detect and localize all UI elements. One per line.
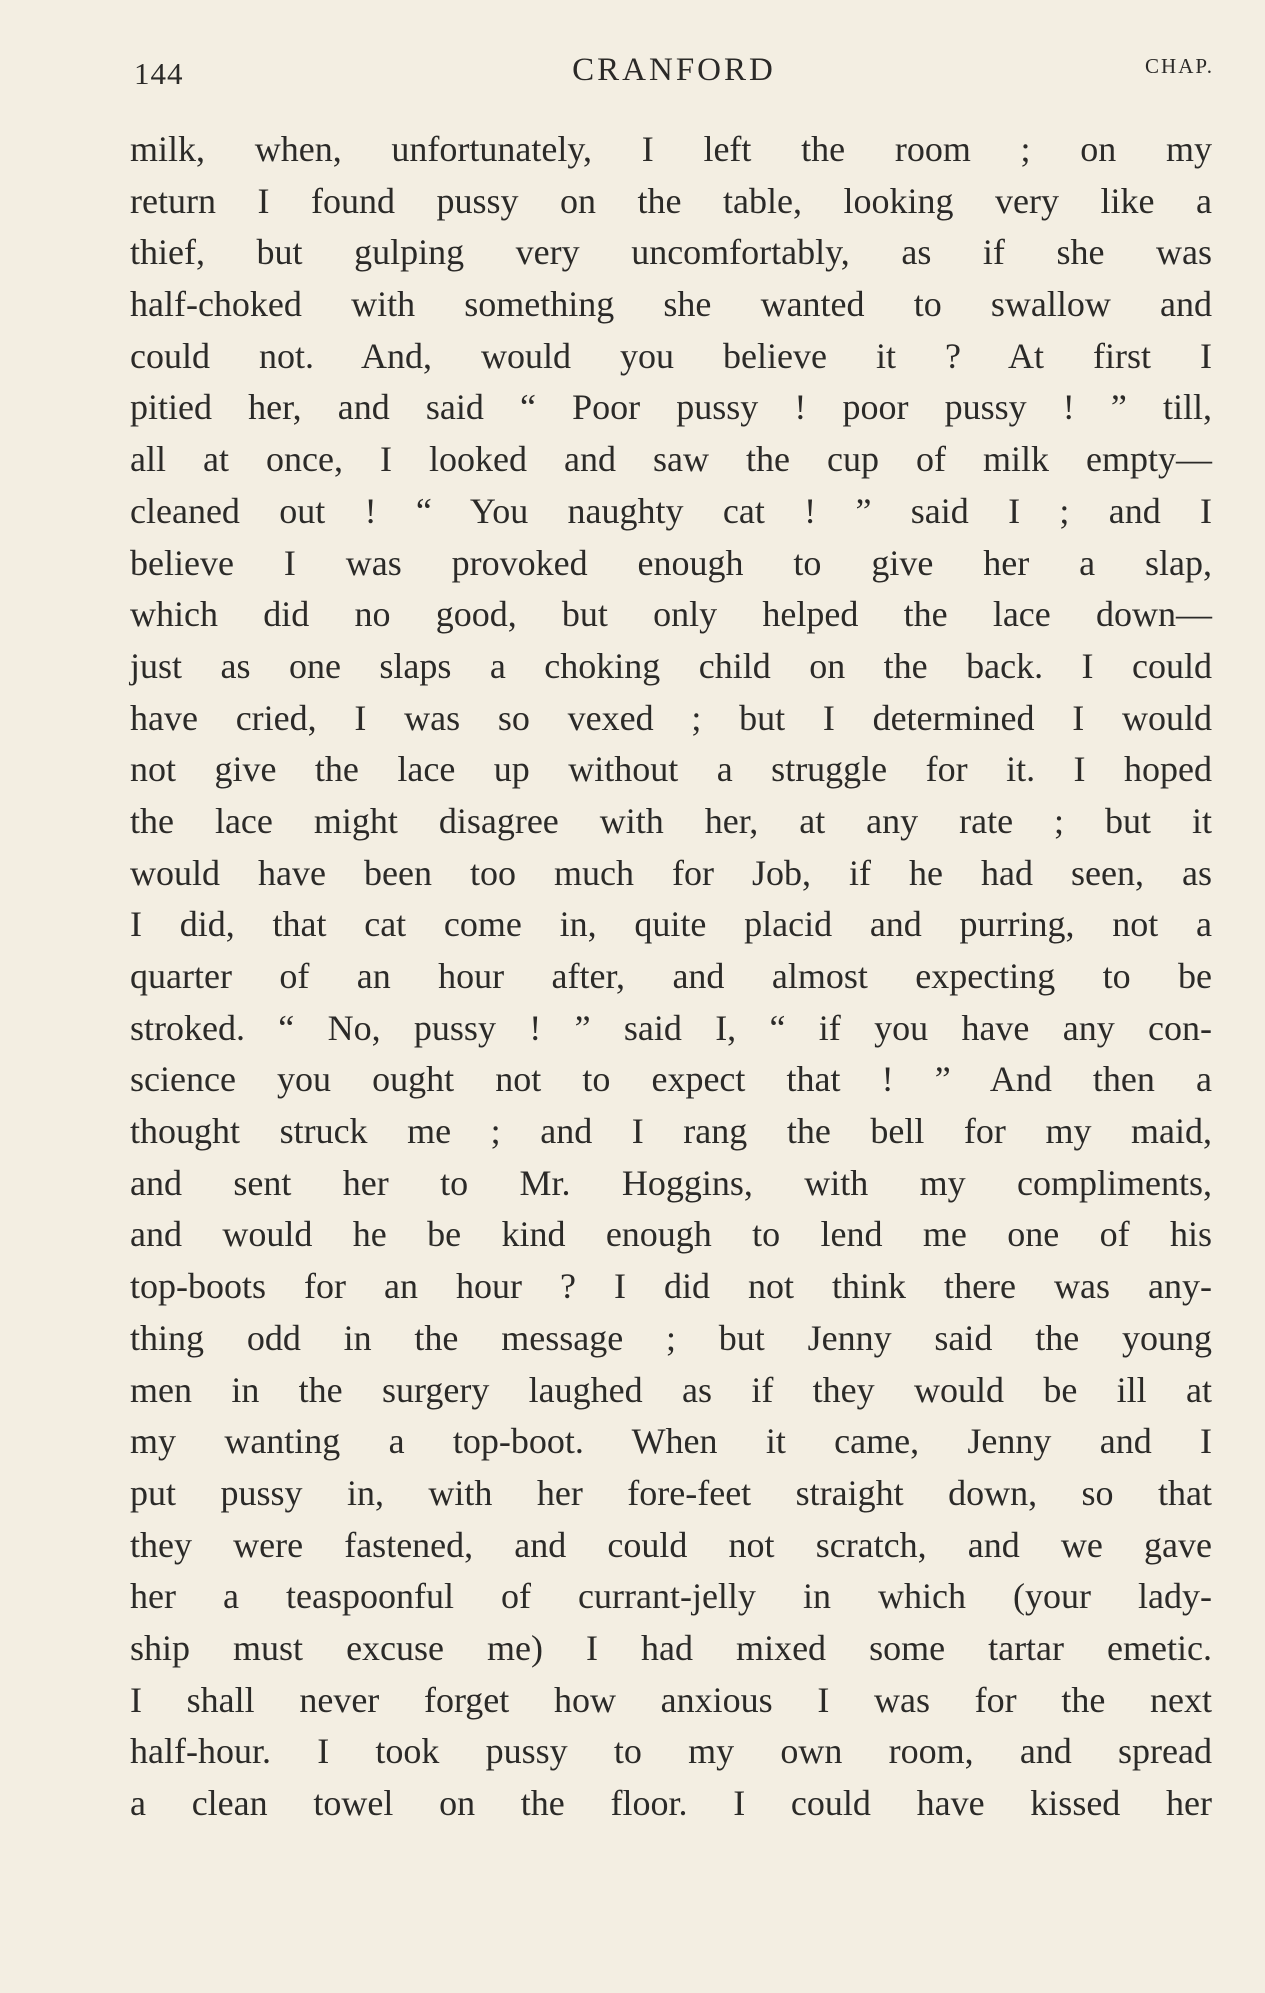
text-line: which did no good, but only helped the lace down— bbox=[130, 594, 1212, 635]
page-number: 144 bbox=[134, 56, 184, 91]
text-line: a clean towel on the floor. I could have kissed her bbox=[130, 1783, 1212, 1823]
text-line: quarter of an hour after, and almost expecting to be bbox=[130, 956, 1212, 996]
text-line: believe I was provoked enough to give her a slap, bbox=[130, 542, 1212, 583]
text-line: men in the surgery laughed as if they would be ill at bbox=[130, 1369, 1212, 1410]
text-line: just as one slaps a choking child on the back. I could bbox=[130, 645, 1212, 686]
text-line: have cried, I was so vexed ; but I determined I would bbox=[130, 697, 1212, 738]
text-line: science you ought not to expect that ! ” And then a bbox=[130, 1059, 1212, 1100]
text-line: all at once, I looked and saw the cup of milk empty— bbox=[130, 439, 1212, 480]
text-line: ship must excuse me) I had mixed some tartar emetic. bbox=[130, 1627, 1212, 1668]
text-line: her a teaspoonful of currant-jelly in which (your lady- bbox=[130, 1576, 1212, 1617]
text-line: I shall never forget how anxious I was for the next bbox=[130, 1679, 1212, 1720]
text-line: thought struck me ; and I rang the bell for my maid, bbox=[130, 1111, 1212, 1152]
text-line: pitied her, and said “ Poor pussy ! poor pussy ! ” till, bbox=[130, 387, 1212, 428]
text-line: stroked. “ No, pussy ! ” said I, “ if you have any con- bbox=[130, 1007, 1212, 1048]
text-line: they were fastened, and could not scratch, and we gave bbox=[130, 1524, 1212, 1565]
text-line: the lace might disagree with her, at any rate ; but it bbox=[130, 800, 1212, 841]
text-line: top-boots for an hour ? I did not think there was any- bbox=[130, 1266, 1212, 1307]
text-line: milk, when, unfortunately, I left the room ; on my bbox=[130, 129, 1212, 169]
text-line: I did, that cat come in, quite placid and purring, not a bbox=[130, 904, 1212, 945]
text-line: thief, but gulping very uncomfortably, as if she was bbox=[130, 232, 1212, 273]
text-line: put pussy in, with her fore-feet straight down, so that bbox=[130, 1472, 1212, 1513]
text-line: and sent her to Mr. Hoggins, with my compliments, bbox=[130, 1162, 1212, 1203]
text-line: return I found pussy on the table, looking very like a bbox=[130, 180, 1212, 221]
text-line: cleaned out ! “ You naughty cat ! ” said I ; and I bbox=[130, 490, 1212, 531]
text-line: not give the lace up without a struggle for it. I hoped bbox=[130, 749, 1212, 790]
text-line: thing odd in the message ; but Jenny said the young bbox=[130, 1317, 1212, 1358]
text-line: could not. And, would you believe it ? At first I bbox=[130, 335, 1212, 376]
running-title: CRANFORD bbox=[572, 52, 776, 88]
text-line: would have been too much for Job, if he had seen, as bbox=[130, 852, 1212, 893]
text-line: and would he be kind enough to lend me one of his bbox=[130, 1214, 1212, 1255]
text-line: half-choked with something she wanted to swallow and bbox=[130, 284, 1212, 325]
body-text bbox=[130, 124, 1212, 1830]
text-line: half-hour. I took pussy to my own room, and spread bbox=[130, 1731, 1212, 1772]
chapter-label: CHAP. bbox=[1145, 54, 1214, 78]
text-line: my wanting a top-boot. When it came, Jenny and I bbox=[130, 1421, 1212, 1462]
page-header bbox=[134, 52, 1214, 96]
